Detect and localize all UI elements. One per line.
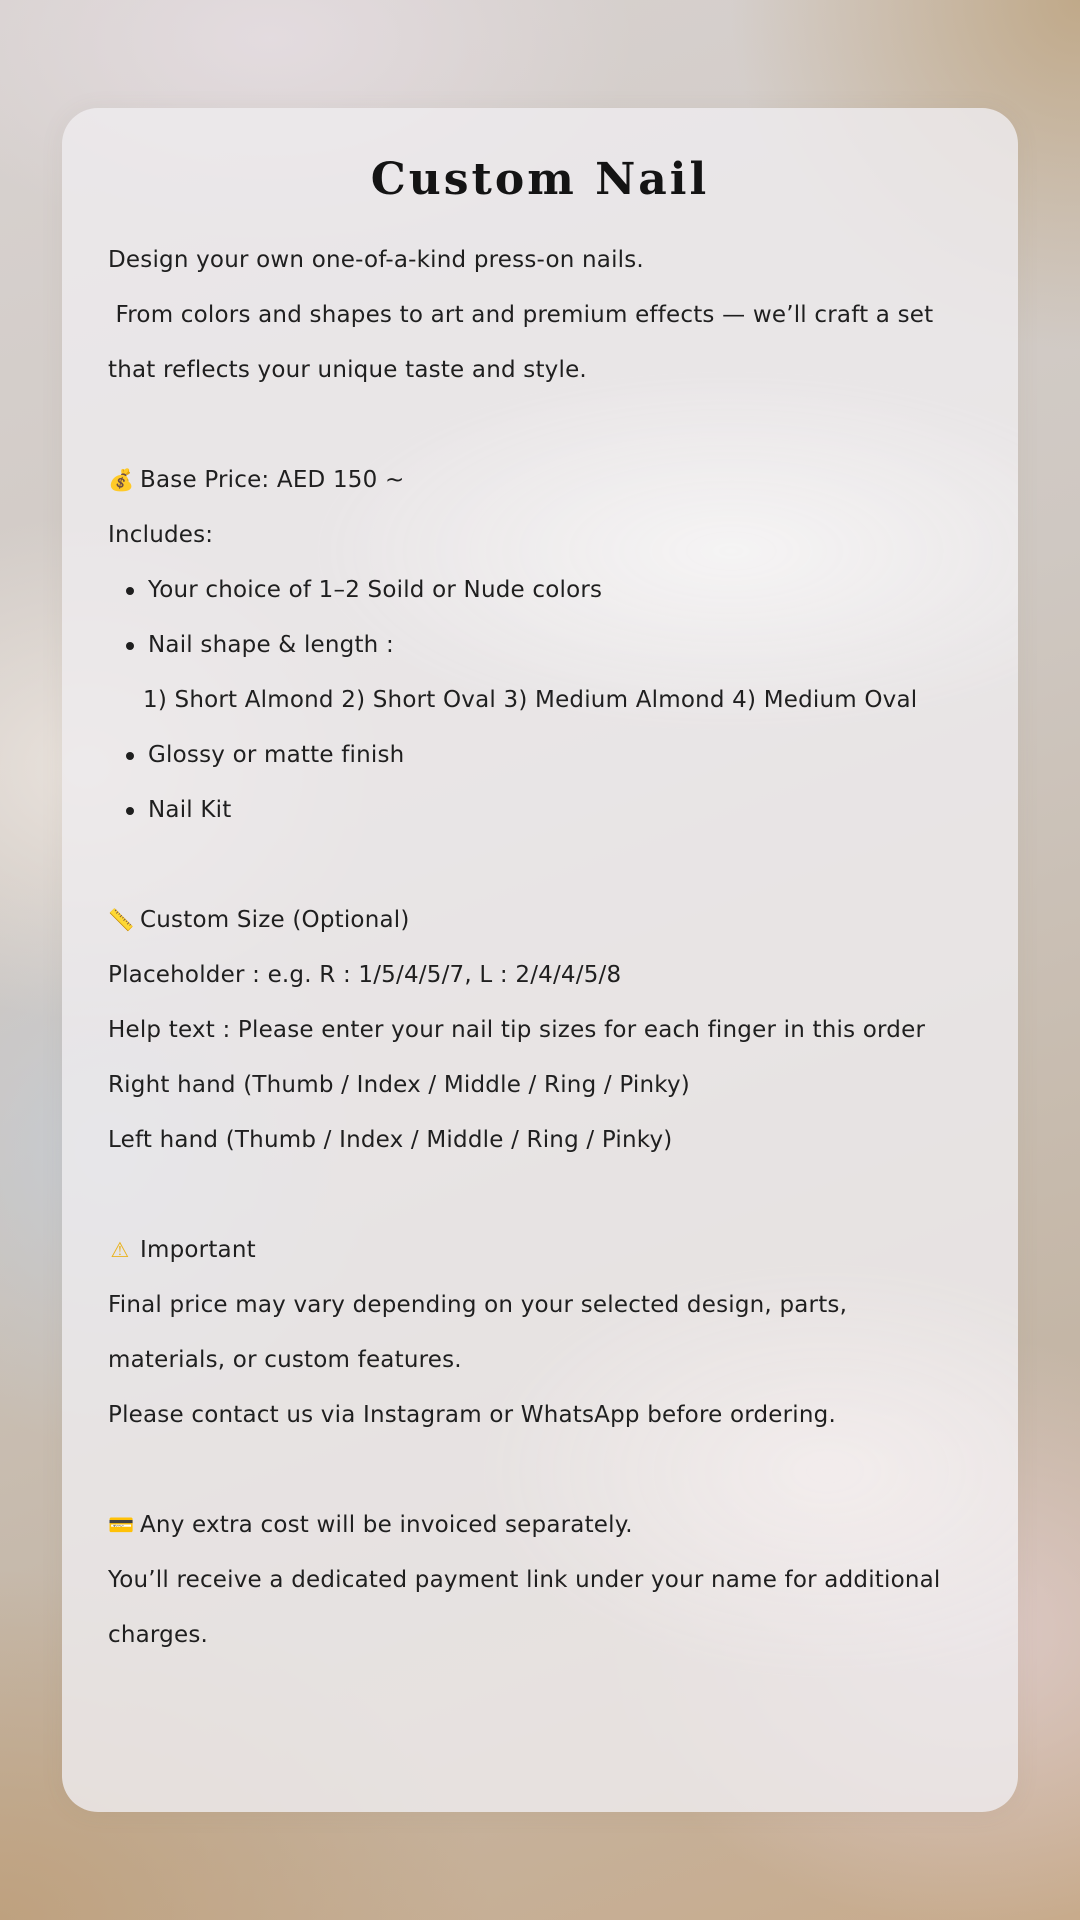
credit-card-icon: 💳 bbox=[108, 1512, 135, 1537]
spacer bbox=[108, 838, 972, 893]
product-description-card bbox=[62, 108, 1018, 1812]
warning-icon: ⚠ bbox=[110, 1237, 130, 1262]
custom-size-line: Help text : Please enter your nail tip sizes for each finger in this order bbox=[108, 1016, 926, 1043]
spacer bbox=[108, 1168, 972, 1223]
custom-size-heading bbox=[108, 893, 972, 948]
base-price-heading bbox=[108, 453, 972, 508]
custom-size-line: Left hand (Thumb / Index / Middle / Ring / Pinky) bbox=[108, 1126, 673, 1153]
list-item: Glossy or matte finish bbox=[108, 728, 972, 783]
includes-label: Includes: bbox=[108, 521, 214, 548]
intro-line-3: that reflects your unique taste and style. bbox=[108, 356, 587, 383]
list-item: Nail shape & length : bbox=[108, 618, 972, 673]
extra-cost-text: Any extra cost will be invoiced separately. bbox=[140, 1511, 633, 1538]
list-item: Your choice of 1–2 Soild or Nude colors bbox=[108, 563, 972, 618]
important-text: Important bbox=[140, 1236, 256, 1263]
extra-cost-line: charges. bbox=[108, 1621, 209, 1648]
base-price-text: Base Price: AED 150 ~ bbox=[140, 466, 405, 493]
money-bag-icon: 💰 bbox=[108, 467, 135, 492]
important-line: materials, or custom features. bbox=[108, 1346, 462, 1373]
custom-size-line: Placeholder : e.g. R : 1/5/4/5/7, L : 2/4/4/5/8 bbox=[108, 961, 622, 988]
intro-line-1: Design your own one-of-a-kind press-on nails. bbox=[108, 246, 644, 273]
intro-line-2: From colors and shapes to art and premium effects — we’ll craft a set bbox=[108, 301, 934, 328]
ruler-icon: 📏 bbox=[108, 907, 135, 932]
important-line: Please contact us via Instagram or WhatsApp before ordering. bbox=[108, 1401, 836, 1428]
extra-cost-heading bbox=[108, 1498, 972, 1553]
page-title: Custom Nail bbox=[370, 154, 710, 205]
extra-cost-line: You’ll receive a dedicated payment link under your name for additional bbox=[108, 1566, 941, 1593]
list-item: Nail Kit bbox=[108, 783, 972, 838]
spacer bbox=[108, 398, 972, 453]
custom-size-text: Custom Size (Optional) bbox=[140, 906, 410, 933]
spacer bbox=[108, 1443, 972, 1498]
custom-size-line: Right hand (Thumb / Index / Middle / Ring / Pinky) bbox=[108, 1071, 690, 1098]
nail-shapes-line: 1) Short Almond 2) Short Oval 3) Medium Almond 4) Medium Oval bbox=[143, 686, 918, 713]
important-heading bbox=[108, 1223, 972, 1278]
card-content bbox=[108, 154, 972, 1663]
important-line: Final price may vary depending on your selected design, parts, bbox=[108, 1291, 848, 1318]
